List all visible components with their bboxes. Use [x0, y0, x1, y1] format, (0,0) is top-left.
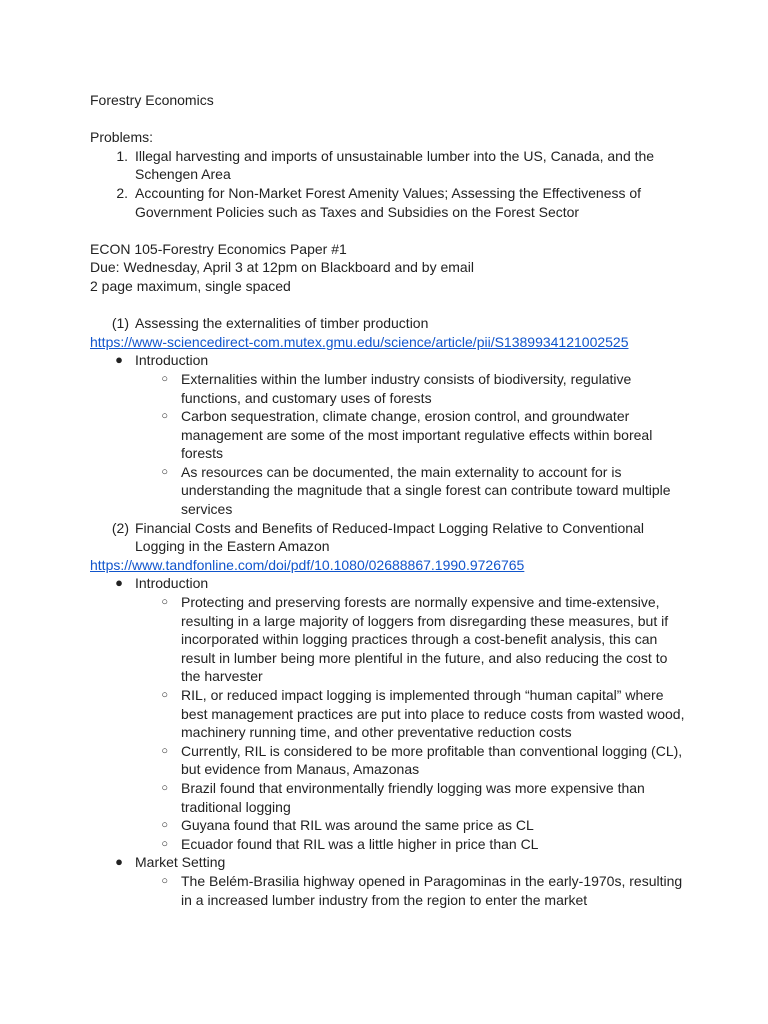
text-line: Accounting for Non-Market Forest Amenity Values; Assessing the Effectiveness of: [135, 184, 642, 201]
list-item-text: [135, 147, 708, 184]
list-marker: ○: [161, 596, 168, 609]
list-marker: ○: [161, 410, 168, 423]
list-item-text: [181, 816, 708, 835]
source-title: [90, 314, 708, 333]
list-item-text: [135, 184, 708, 221]
text-line: Currently, RIL is considered to be more profitable than conventional logging (CL),: [181, 742, 683, 759]
text-line: forests: [181, 445, 224, 462]
source-title: [90, 519, 708, 556]
text-line: Schengen Area: [135, 166, 231, 183]
section-point: [90, 463, 708, 519]
text-line: As resources can be documented, the main externality to account for is: [181, 463, 622, 480]
text-line: functions, and customary uses of forests: [181, 389, 432, 406]
list-item-text: [181, 370, 708, 407]
text-line: Financial Costs and Benefits of Reduced-Impact Logging Relative to Conventional: [135, 519, 644, 536]
list-marker: ○: [161, 781, 168, 794]
section-heading: [90, 351, 708, 370]
list-item-text: [135, 574, 708, 593]
text-line: best management practices are put into place to reduce costs from wasted wood,: [181, 705, 685, 722]
text-line: resulting in a large majority of loggers from disregarding these measures, but if: [181, 612, 669, 629]
section-point: [90, 407, 708, 463]
list-item-text: [135, 519, 708, 556]
text-line: the harvester: [181, 668, 263, 685]
list-item-text: [181, 742, 708, 779]
list-marker: ○: [161, 744, 168, 757]
list-marker: ●: [115, 352, 123, 368]
list-marker: ○: [161, 689, 168, 701]
list-marker: ○: [161, 819, 168, 832]
list-marker: ●: [115, 854, 123, 870]
list-item-text: [181, 779, 708, 816]
text-line: RIL, or reduced impact logging is implemented through “human capital” where: [181, 687, 664, 703]
sources-list: [90, 314, 708, 909]
section-heading: [90, 853, 708, 872]
section-point: [90, 872, 708, 909]
list-item-text: [181, 407, 708, 463]
list-marker: ○: [161, 465, 168, 478]
list-marker: (2): [111, 519, 129, 536]
text-line: management are some of the most important regulative effects within boreal: [181, 426, 653, 443]
section-point: [90, 835, 708, 854]
doc-title: Forestry Economics: [90, 92, 214, 108]
source-link[interactable]: https://www-sciencedirect-com.mutex.gmu.edu/science/article/pii/S1389934121002525: [90, 333, 629, 350]
problems-list: [90, 147, 708, 221]
list-item-text: [181, 872, 708, 909]
list-marker: ○: [161, 372, 168, 385]
list-marker: ○: [161, 874, 168, 887]
text-line: Assessing the externalities of timber production: [135, 315, 429, 332]
text-line: result in lumber being more plentiful in the future, and also reducing the cost to: [181, 649, 668, 666]
text-line: Ecuador found that RIL was a little higher in price than CL: [181, 835, 539, 852]
text-line: Externalities within the lumber industry consists of biodiversity, regulative: [181, 370, 632, 387]
list-item-text: [181, 835, 708, 854]
text-line: Introduction: [135, 575, 209, 592]
problem-item: [90, 184, 708, 221]
section-point: [90, 593, 708, 686]
paper-title: ECON 105-Forestry Economics Paper #1: [90, 240, 347, 257]
list-marker: ○: [161, 837, 168, 850]
text-line: Illegal harvesting and imports of unsustainable lumber into the US, Canada, and the: [135, 147, 655, 164]
list-item-text: [181, 593, 708, 686]
section-point: [90, 686, 708, 742]
text-line: Government Policies such as Taxes and Subsidies on the Forest Sector: [135, 203, 580, 220]
text-line: The Belém-Brasilia highway opened in Paragominas in the early-1970s, resulting: [181, 872, 683, 889]
section-point: [90, 370, 708, 407]
text-line: Protecting and preserving forests are normally expensive and time-extensive,: [181, 594, 660, 611]
list-marker: (1): [111, 315, 129, 332]
text-line: machinery running time, and other preventative reduction costs: [181, 724, 572, 741]
section-point: [90, 742, 708, 779]
list-item-text: [135, 314, 708, 333]
text-line: but evidence from Manaus, Amazonas: [181, 761, 420, 778]
text-line: Logging in the Eastern Amazon: [135, 538, 330, 555]
text-line: Carbon sequestration, climate change, erosion control, and groundwater: [181, 408, 630, 425]
list-item-text: [135, 853, 708, 872]
source-link[interactable]: https://www.tandfonline.com/doi/pdf/10.1080/02688867.1990.9726765: [90, 556, 525, 573]
text-line: Introduction: [135, 352, 209, 369]
text-line: traditional logging: [181, 798, 291, 815]
problems-heading: Problems:: [90, 129, 154, 146]
text-line: incorporated within logging practices through a cost-benefit analysis, this can: [181, 631, 658, 648]
text-line: Market Setting: [135, 854, 226, 871]
length-requirement: 2 page maximum, single spaced: [90, 277, 291, 294]
text-line: in a increased lumber industry from the region to enter the market: [181, 891, 588, 908]
problem-item: [90, 147, 708, 184]
list-marker: 1.: [116, 147, 128, 164]
text-line: Brazil found that environmentally friendly logging was more expensive than: [181, 779, 645, 796]
text-line: Guyana found that RIL was around the same price as CL: [181, 817, 534, 834]
text-line: understanding the magnitude that a single forest can contribute toward multiple: [181, 482, 671, 499]
section-heading: [90, 574, 708, 593]
list-item-text: [181, 463, 708, 519]
section-point: [90, 816, 708, 835]
due-date: Due: Wednesday, April 3 at 12pm on Blackboard and by email: [90, 259, 474, 276]
list-item-text: [135, 351, 708, 370]
list-marker: 2.: [116, 184, 128, 201]
text-line: services: [181, 501, 233, 518]
section-point: [90, 779, 708, 816]
list-marker: ●: [115, 575, 123, 591]
list-item-text: [181, 686, 708, 742]
